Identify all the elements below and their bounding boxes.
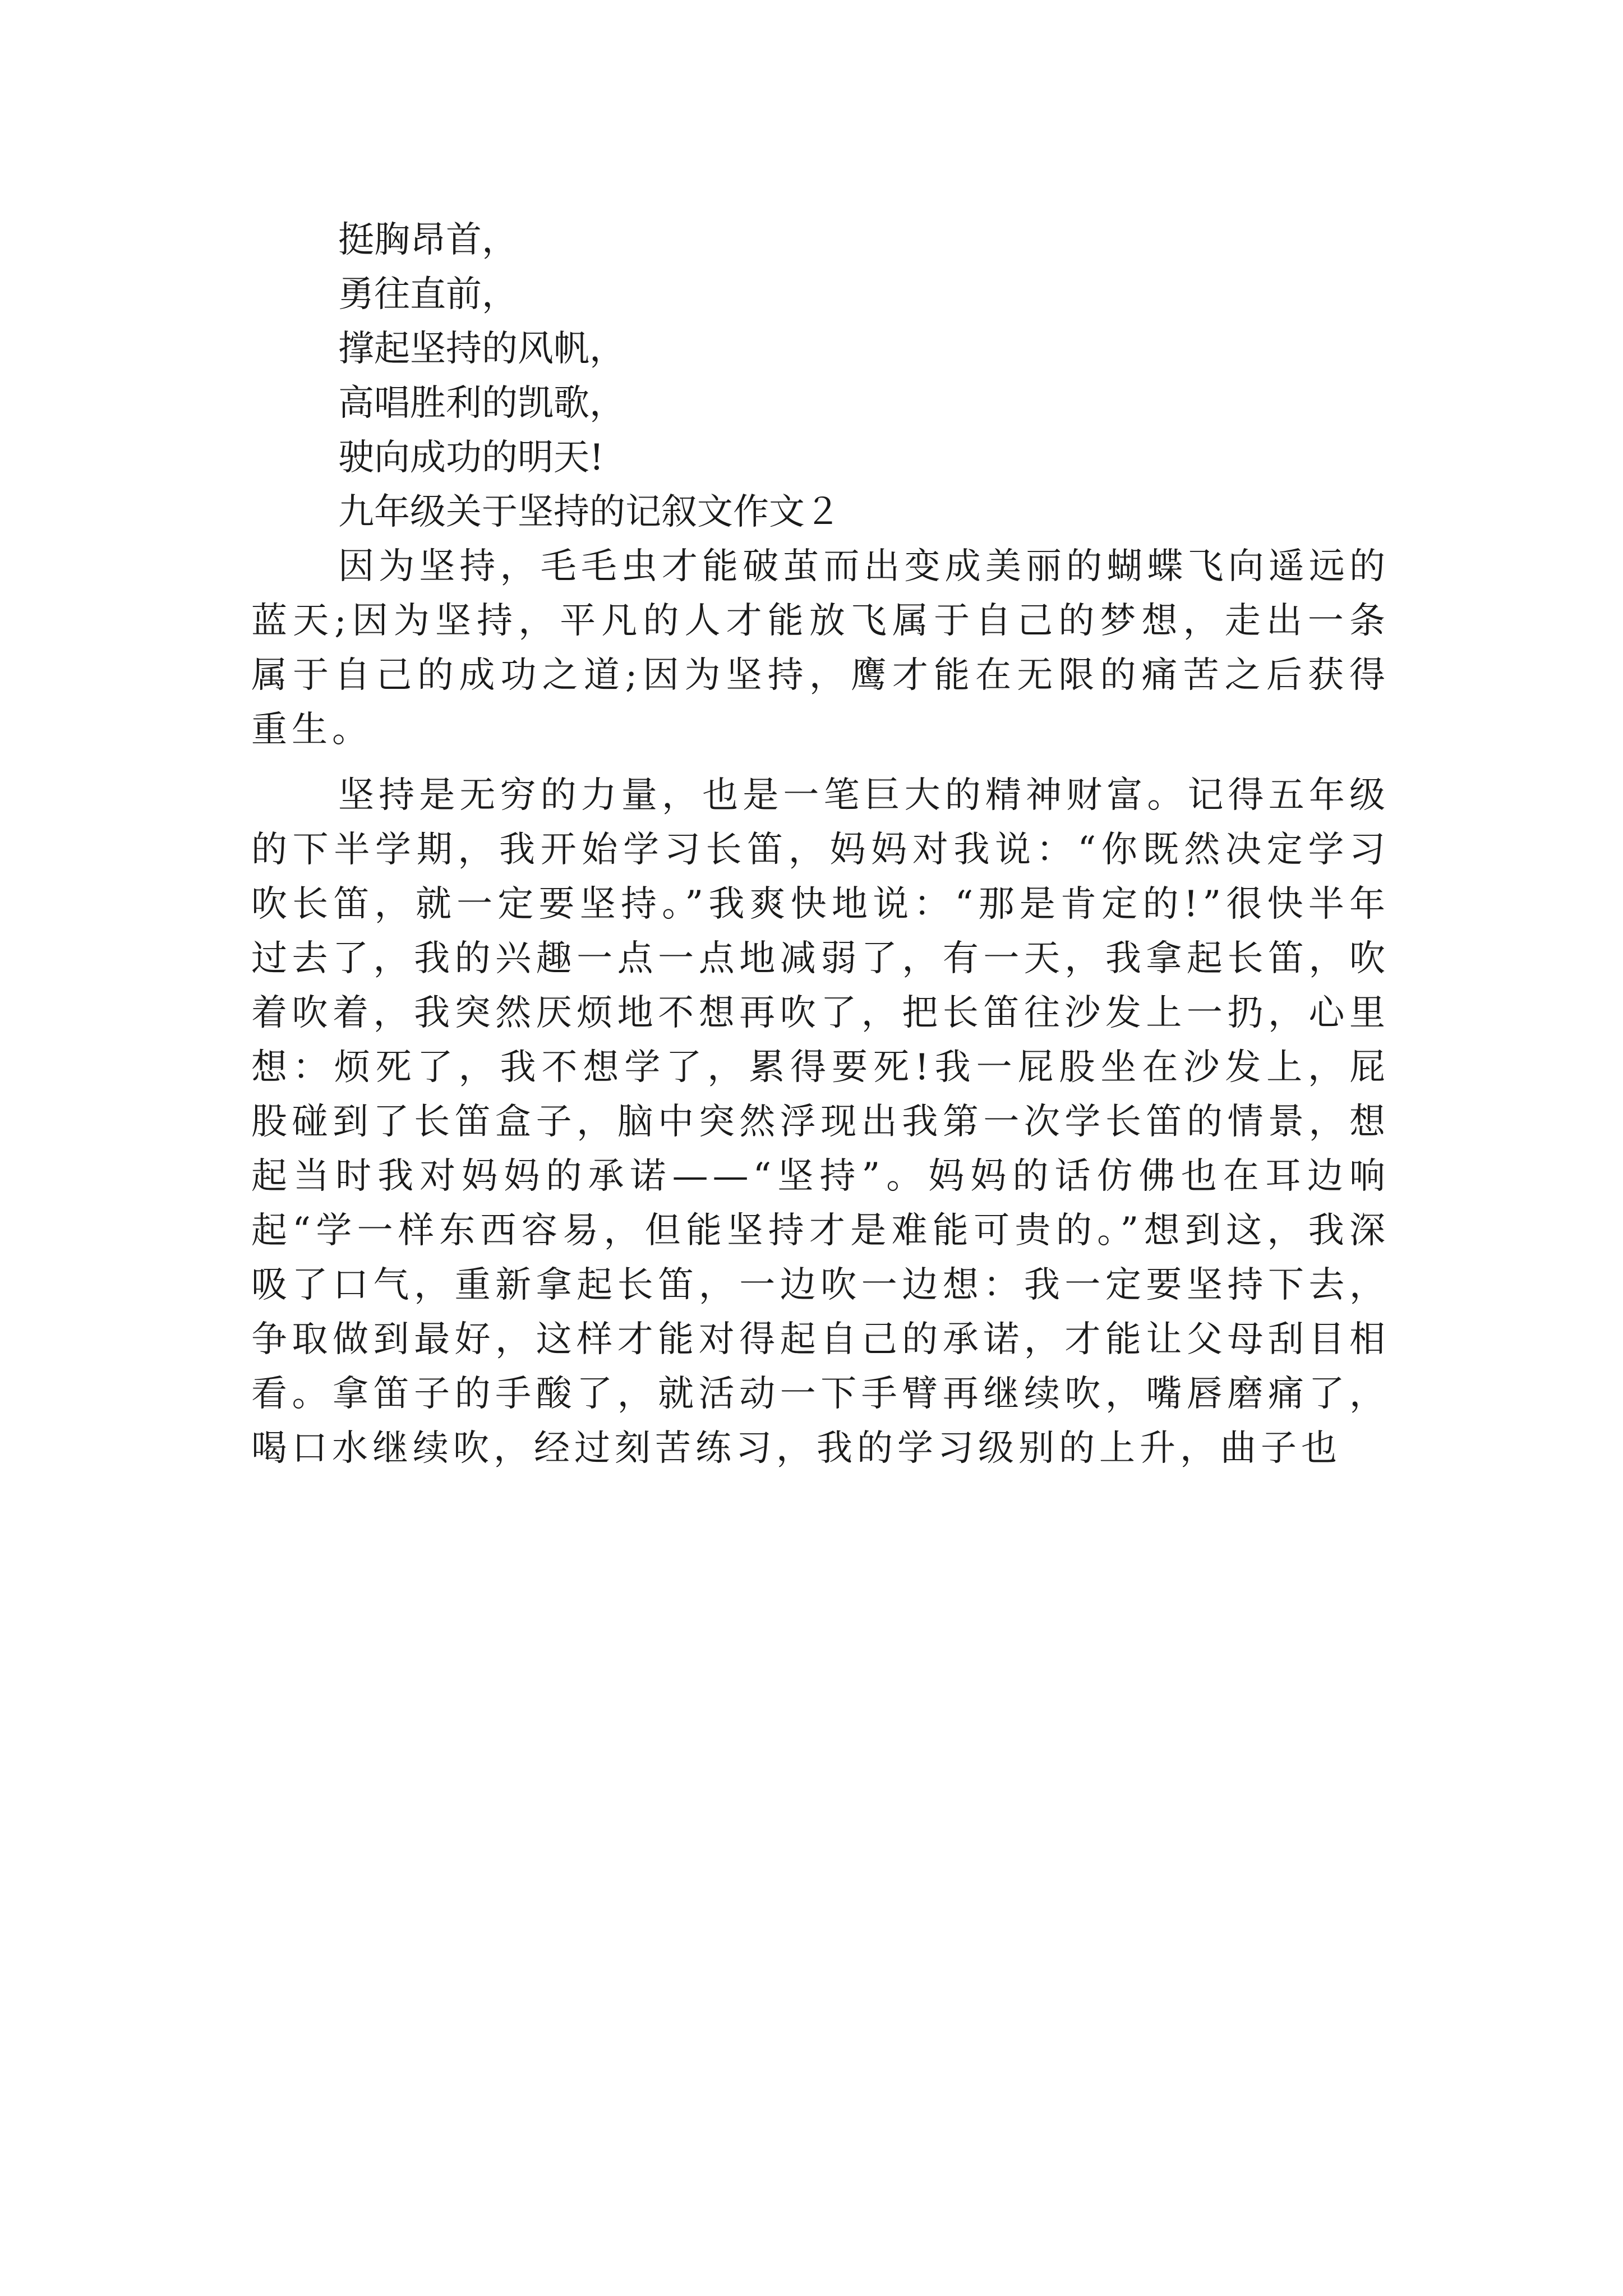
poem-stanza	[251, 213, 1390, 485]
poem-line: 撑起坚持的风帆，	[338, 328, 625, 370]
poem-line: 挺胸昂首，	[338, 219, 518, 261]
poem-line: 驶向成功的明天!	[338, 437, 604, 478]
section-heading: 九年级关于坚持的记叙文作文２	[338, 491, 841, 533]
body-paragraph: 坚持是无穷的力量，也是一笔巨大的精神财富。记得五年级的下半学期，我开始学习长笛，妈妈对我说：“你既然决定学习吹长笛，就一定要坚持。”我爽快地说：“那是肯定的!”很快半年过去了，我的兴趣一点一点地减弱了，有一天，我拿起长笛，吹着吹着，我突然厌烦地不想再吹了，把长笛往沙发上一扔，心里想：烦死了，我不想学了，累得要死!我一屁股坐在沙发上，屁股碰到了长笛盒子，脑中突然浮现出我第一次学长笛的情景，想起当时我对妈妈的承诺——“坚持”。妈妈的话仿佛也在耳边响起“学一样东西容易，但能坚持才是难能可贵的。”想到这，我深吸了口气，重新拿起长笛，一边吹一边想：我一定要坚持下去，争取做到最好，这样才能对得起自己的承诺，才能让父母刮目相看。拿笛子的手酸了，就活动一下手臂再继续吹，嘴唇磨痛了，喝口水继续吹，经过刻苦练习，我的学习级别的上升，曲子也	[251, 775, 1390, 1469]
document-page	[251, 213, 1390, 1476]
poem-line: 高唱胜利的凯歌，	[338, 383, 625, 424]
poem-line: 勇往直前，	[338, 274, 518, 315]
body-paragraph: 因为坚持，毛毛虫才能破茧而出变成美丽的蝴蝶飞向遥远的蓝天;因为坚持，平凡的人才能放飞属于自己的梦想，走出一条属于自己的成功之道;因为坚持，鹰才能在无限的痛苦之后获得重生。	[251, 546, 1390, 751]
